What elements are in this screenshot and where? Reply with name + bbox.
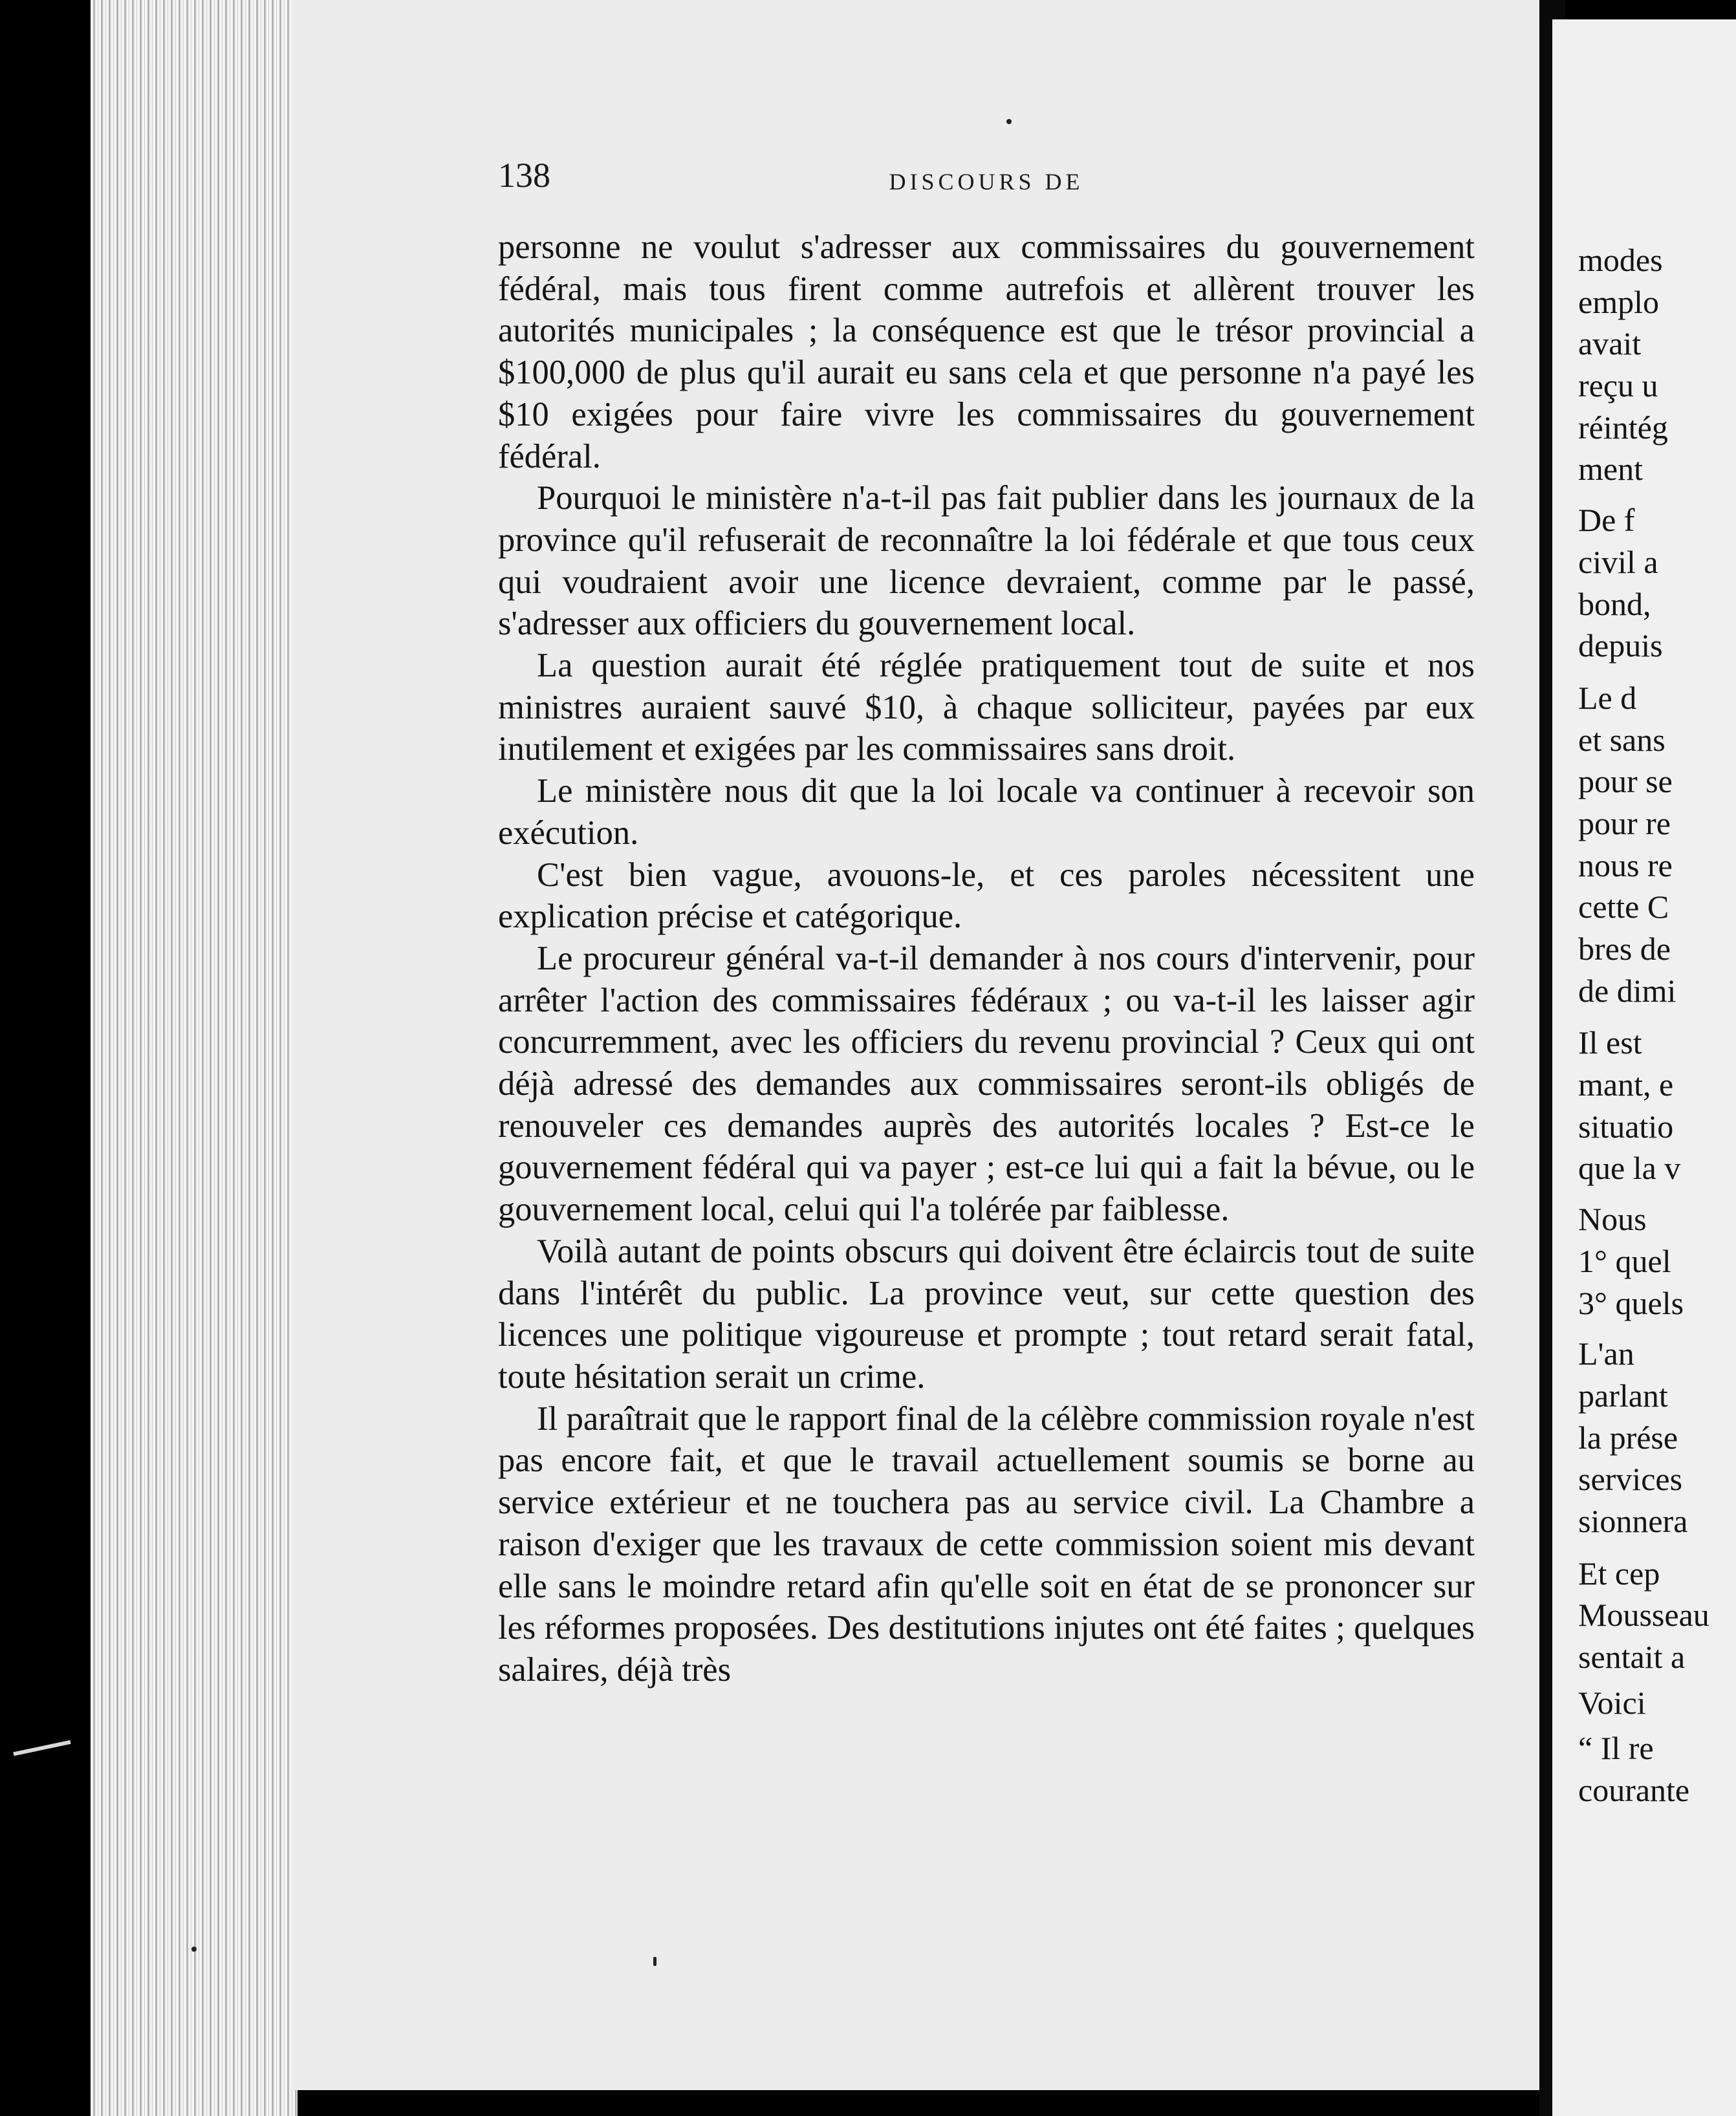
right-page-text [1578,239,1736,1811]
right-page-line: que la v [1578,1150,1681,1187]
page-header [498,155,1475,207]
right-page-line: la prése [1578,1419,1678,1456]
right-page-line: Il est [1578,1024,1642,1061]
paragraph: Il paraîtrait que le rapport final de la célèbre commission royale n'est pas encore fait, et que le travail actuellement soumis se borne au service extérieur et ne touchera pas au service civil. La Chambre a raison d'exiger que les travaux de cette commission soient mis devant elle sans le moindre retard afin qu'elle soit en état de se prononcer sur les réformes proposées. Des destitutions injutes ont été faites ; quelques salaires, déjà très [498,1399,1475,1689]
right-page-line: civil a [1578,543,1658,580]
running-head: DISCOURS DE [889,169,1084,195]
right-page-line: emplo [1578,283,1659,320]
right-page-line: sionnera [1578,1502,1688,1539]
right-page-line: Nous [1578,1201,1647,1238]
right-page-line: bond, [1578,585,1651,622]
right-page-line: De f [1578,502,1635,539]
right-page-line: mant, e [1578,1066,1674,1103]
right-page-line: nous re [1578,847,1673,883]
right-page-line: courante [1578,1772,1690,1809]
paragraph: C'est bien vague, avouons-le, et ces paroles nécessitent une explication précise et catégorique. [498,856,1475,936]
page-edges [91,0,298,2116]
right-page-line: ment [1578,451,1643,488]
right-page-line: Le d [1578,679,1637,716]
right-page-line: 1° quel [1578,1242,1671,1279]
right-page-line: Mousseau [1578,1597,1709,1634]
right-page-line: pour se [1578,763,1673,800]
right-page-line: parlant [1578,1377,1668,1414]
right-page-line: pour re [1578,804,1671,841]
paragraph: Voilà autant de points obscurs qui doivent être éclaircis tout de suite dans l'intérêt du public. La province veut, sur cette question des licences une politique vigoureuse et prompte ; tout retard serait fatal, toute hésitation serait un crime. [498,1232,1475,1396]
paragraph: Pourquoi le ministère n'a-t-il pas fait publier dans les journaux de la province qu'il refuserait de reconnaître la loi fédérale et que tous ceux qui voudraient avoir une licence devraient, comme par le passé, s'adresser aux officiers du gouvernement local. [498,479,1475,643]
right-page-line: services [1578,1461,1683,1498]
right-page-line: sentait a [1578,1639,1686,1675]
right-page-line: reçu u [1578,367,1658,404]
right-page-line: Et cep [1578,1555,1660,1592]
right-page-line: “ Il re [1578,1730,1654,1767]
right-page-line: situatio [1578,1108,1674,1145]
ink-speck [653,1957,656,1966]
scan-mark [13,1740,71,1756]
page-number: 138 [498,156,550,195]
right-page-line: avait [1578,325,1642,362]
paragraph: Le procureur général va-t-il demander à nos cours d'intervenir, pour arrêter l'action des commissaires fédéraux ; ou va-t-il les laisser agir concurremment, avec les officiers du revenu provincial ? Ceux qui ont déjà adressé des demandes aux commissaires seront-ils obligés de renouveler ces demandes auprès des autorités locales ? Est-ce le gouvernement fédéral qui va payer ; est-ce lui qui a fait la bévue, ou le gouvernement local, celui qui l'a tolérée par faiblesse. [498,939,1475,1229]
right-page-line: modes [1578,242,1663,278]
right-page-line: de dimi [1578,972,1676,1009]
ink-speck [191,1947,197,1952]
right-page-line: cette C [1578,889,1669,925]
right-page-line: et sans [1578,721,1665,758]
right-page-line: depuis [1578,627,1663,664]
ink-speck [1006,119,1012,124]
right-page [1552,19,1736,2116]
main-text [498,226,1475,1691]
right-page-line: L'an [1578,1335,1634,1372]
right-page-line: réintég [1578,409,1668,446]
right-page-line: bres de [1578,931,1671,967]
paragraph: Le ministère nous dit que la loi locale va continuer à recevoir son exécution. [498,772,1475,852]
paragraph: personne ne voulut s'adresser aux commissaires du gouvernement fédéral, mais tous firent comme autrefois et allèrent trouver les autorités municipales ; la conséquence est que le trésor provincial a $100,000 de plus qu'il aurait eu sans cela et que personne n'a payé les $10 exigées pour faire vivre les commissaires du gouvernement fédéral. [498,228,1475,475]
right-page-line: Voici [1578,1684,1646,1721]
right-page-line: 3° quels [1578,1284,1684,1321]
paragraph: La question aurait été réglée pratiquement tout de suite et nos ministres auraient sauvé $10, à chaque solliciteur, payées par eux inutilement et exigées par les commissaires sans droit. [498,647,1475,768]
